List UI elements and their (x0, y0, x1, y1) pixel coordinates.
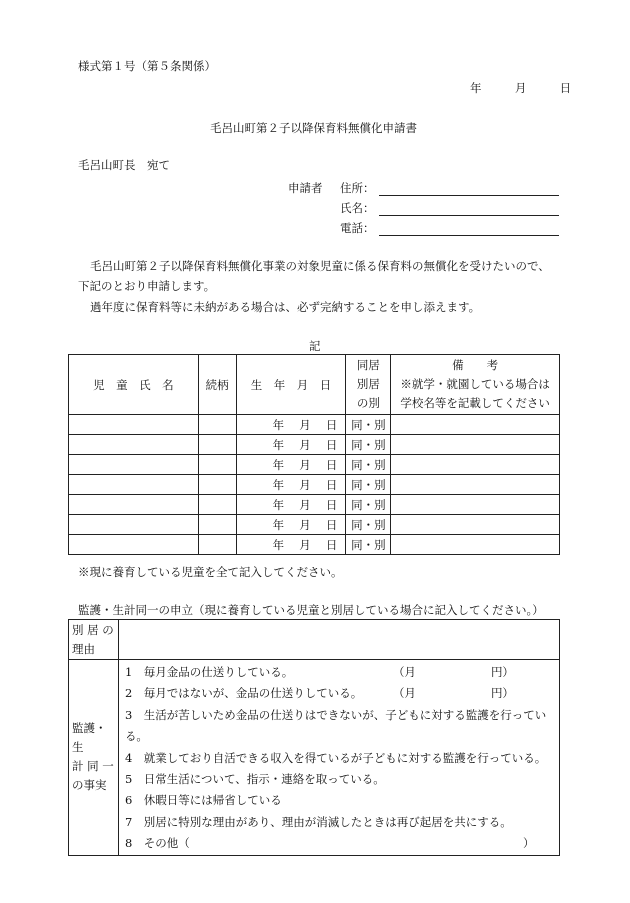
phone-row (340, 220, 559, 236)
remarks-line1: 備 考 (452, 358, 499, 372)
fact-item-5[interactable] (125, 769, 559, 790)
remarks-cell[interactable] (391, 455, 560, 475)
col-birth-header: 生 年 月 日 (236, 355, 346, 415)
ki-label: 記 (309, 339, 321, 353)
item-month-paren: （月 (392, 686, 416, 701)
form-number: 様式第１号（第５条関係） (78, 59, 216, 73)
birth-date-cell[interactable]: 年 月 日 (236, 435, 346, 455)
birth-date-cell[interactable]: 年 月 日 (236, 455, 346, 475)
fact-label-line1: 監護・生 (72, 721, 107, 755)
fact-label (69, 660, 119, 856)
item-number: 6 (124, 793, 133, 808)
child-name-cell[interactable] (69, 535, 199, 555)
item-text: 休暇日等には帰省している (143, 793, 282, 808)
cohab-cell[interactable]: 同・別 (346, 535, 391, 555)
item-text: 日常生活について、指示・連絡を取っている。 (143, 772, 385, 787)
phone-label: 電話： (340, 221, 375, 235)
child-name-cell[interactable] (69, 515, 199, 535)
address-field[interactable] (379, 182, 559, 196)
date-year-label: 年 (470, 81, 482, 95)
paragraph2: 過年度に保育料等に未納がある場合は、必ず完納することを申し添えます。 (90, 300, 481, 314)
item-number: 7 (124, 814, 133, 829)
item-number: 1 (124, 665, 133, 679)
col-remarks-header (391, 355, 560, 415)
col-cohab-header (346, 355, 391, 415)
fact-item-6[interactable] (125, 790, 559, 811)
custody-heading: 監護・生計同一の申立（現に養育している児童と別居している場合に記入してください。） (78, 603, 544, 617)
reason-field[interactable] (118, 620, 559, 660)
child-name-cell[interactable] (69, 475, 199, 495)
children-note: ※現に養育している児童を全て記入してください。 (78, 565, 343, 579)
birth-date-cell[interactable]: 年 月 日 (236, 475, 346, 495)
children-table (68, 354, 560, 555)
col-relation-header: 続柄 (198, 355, 236, 415)
fact-item-7[interactable] (125, 812, 559, 833)
table-row (69, 475, 560, 495)
remarks-cell[interactable] (391, 495, 560, 515)
cohab-cell[interactable]: 同・別 (346, 435, 391, 455)
item-number: 4 (124, 750, 133, 765)
remarks-cell[interactable] (391, 475, 560, 495)
col-name-header: 児 童 氏 名 (69, 355, 199, 415)
date-month-label: 月 (514, 81, 527, 95)
item-number: 3 (124, 707, 133, 722)
page-title: 毛呂山町第２子以降保育料無償化申請書 (210, 121, 417, 135)
fact-item-3[interactable] (125, 705, 559, 726)
item-month-paren: （月 (392, 665, 416, 679)
table-row (69, 535, 560, 555)
addressee: 毛呂山町長 宛て (78, 158, 170, 172)
fact-list (118, 660, 559, 856)
remarks-cell[interactable] (391, 415, 560, 435)
date-field (470, 80, 571, 96)
phone-field[interactable] (379, 222, 559, 236)
fact-item-2[interactable] (125, 683, 559, 704)
cohab-cell[interactable]: 同・別 (346, 455, 391, 475)
relation-cell[interactable] (198, 495, 236, 515)
item-yen: 円） (490, 665, 514, 679)
remarks-line2: ※就学・就園している場合は (400, 377, 550, 391)
cohab-cell[interactable]: 同・別 (346, 475, 391, 495)
paragraph1-line1: 毛呂山町第２子以降保育料無償化事業の対象児童に係る保育料の無償化を受けたいので、 (90, 259, 550, 273)
name-field[interactable] (379, 202, 559, 216)
birth-date-cell[interactable]: 年 月 日 (236, 415, 346, 435)
fact-label-line3: の事実 (72, 778, 107, 793)
birth-date-cell[interactable]: 年 月 日 (236, 495, 346, 515)
relation-cell[interactable] (198, 535, 236, 555)
cohab-cell[interactable]: 同・別 (346, 415, 391, 435)
remarks-line3: 学校名等を記載してください (400, 396, 550, 410)
item-text: 生活が苦しいため金品の仕送りはできないが、子どもに対する監護を行ってい (143, 707, 547, 722)
reason-label (69, 620, 119, 660)
cohab-line2: 別居 (356, 377, 380, 391)
remarks-cell[interactable] (391, 515, 560, 535)
remarks-cell[interactable] (391, 435, 560, 455)
item-text: 就業しており自活できる収入を得ているが子どもに対する監護を行っている。 (143, 750, 547, 765)
relation-cell[interactable] (198, 435, 236, 455)
paragraph1-line2: 下記のとおり申請します。 (78, 279, 216, 293)
relation-cell[interactable] (198, 415, 236, 435)
relation-cell[interactable] (198, 515, 236, 535)
cohab-cell[interactable]: 同・別 (346, 515, 391, 535)
cohab-cell[interactable]: 同・別 (346, 495, 391, 515)
birth-date-cell[interactable]: 年 月 日 (236, 515, 346, 535)
reason-label-line2: 理由 (72, 641, 95, 656)
relation-cell[interactable] (198, 475, 236, 495)
item-text: 毎月金品の仕送りしている。 (143, 665, 294, 679)
fact-item-3-cont: る。 (124, 729, 148, 744)
child-name-cell[interactable] (69, 455, 199, 475)
fact-item-1[interactable] (125, 662, 559, 683)
item-text: 別居に特別な理由があり、理由が消滅したときは再び起居を共にする。 (143, 814, 512, 829)
fact-item-4[interactable] (125, 748, 559, 769)
relation-cell[interactable] (198, 455, 236, 475)
remarks-cell[interactable] (391, 535, 560, 555)
cohab-line3: の別 (356, 396, 380, 410)
child-name-cell[interactable] (69, 495, 199, 515)
table-row (69, 455, 560, 475)
item-number: 8 (124, 836, 133, 851)
cohab-line1: 同居 (356, 358, 380, 372)
table-row (69, 515, 560, 535)
item-text: 毎月ではないが、金品の仕送りしている。 (143, 686, 363, 701)
child-name-cell[interactable] (69, 415, 199, 435)
item-number: 2 (124, 686, 133, 701)
table-row (69, 415, 560, 435)
item-number: 5 (124, 772, 133, 787)
child-name-cell[interactable] (69, 435, 199, 455)
fact-label-line2: 計 同 一 (72, 759, 114, 774)
table-row (69, 435, 560, 455)
birth-date-cell[interactable]: 年 月 日 (236, 535, 346, 555)
address-label: 住所： (340, 181, 375, 195)
fact-item-8[interactable] (125, 833, 559, 854)
item-text: その他（ (143, 836, 190, 851)
custody-table (68, 619, 560, 856)
name-label: 氏名： (340, 201, 375, 215)
reason-label-line1: 別 居 の (72, 622, 114, 637)
item-close-paren: ） (522, 836, 535, 851)
name-row (340, 200, 559, 216)
date-day-label: 日 (559, 81, 572, 95)
address-row (340, 180, 559, 196)
applicant-label: 申請者 (288, 181, 323, 195)
table-row (69, 495, 560, 515)
item-yen: 円） (490, 686, 514, 701)
